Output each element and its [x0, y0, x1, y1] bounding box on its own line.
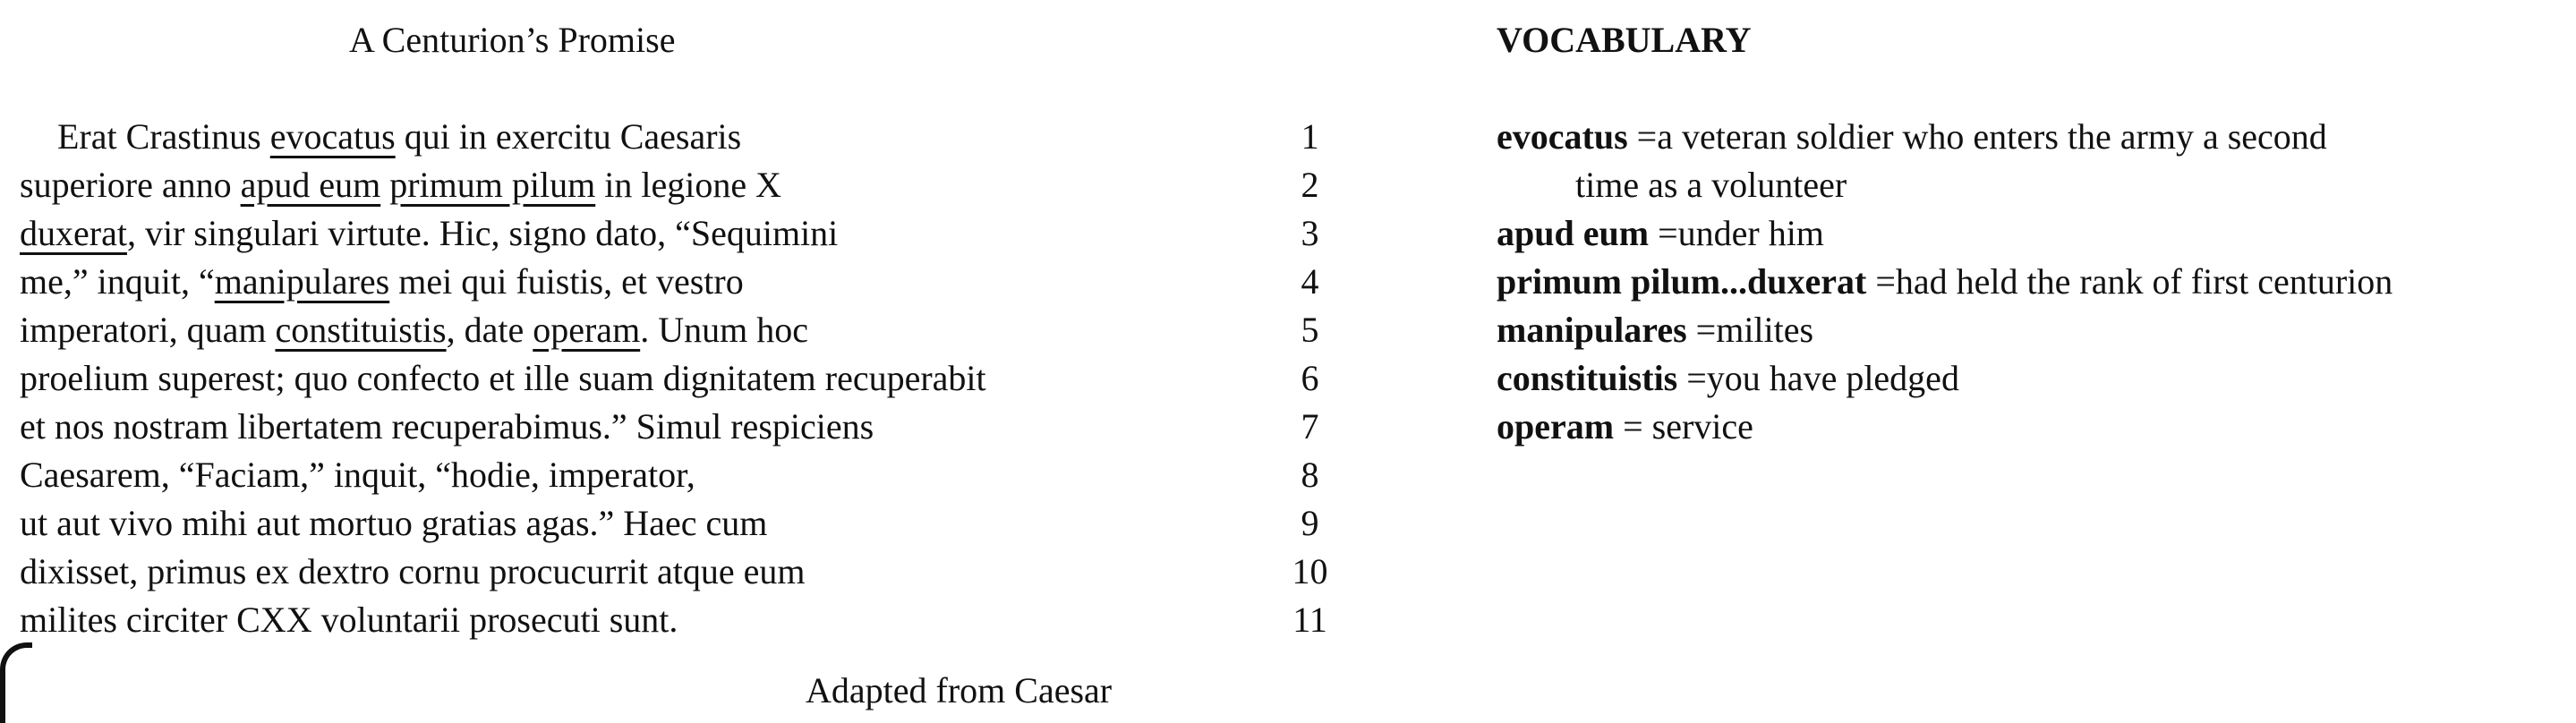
source-credit: Adapted from Caesar: [806, 670, 1113, 710]
passage-text-segment: dixisset, primus ex dextro cornu procucurrit atque eum: [20, 551, 806, 591]
passage-line: [20, 499, 1362, 548]
vocab-definition: = service: [1623, 406, 1753, 447]
passage-text-segment: [380, 165, 389, 205]
passage-line: [20, 113, 1362, 161]
passage-text-segment: qui in exercitu Caesaris: [395, 116, 742, 157]
line-number: 4: [1301, 261, 1319, 302]
passage-line: [20, 354, 1362, 403]
passage-line-text: [20, 596, 1258, 644]
passage-text-segment: . Unum hoc: [640, 310, 808, 350]
passage-line-text: [20, 306, 1258, 354]
passage-line: [20, 258, 1362, 306]
line-number: 9: [1301, 503, 1319, 543]
vocab-entry: [1497, 403, 2562, 451]
passage-line: [20, 451, 1362, 499]
passage-line-text: [20, 354, 1258, 403]
line-number: 5: [1301, 310, 1319, 350]
passage-line-text: [20, 113, 1258, 161]
passage-text-segment: superiore anno: [20, 165, 241, 205]
underlined-vocab-word: manipulares: [214, 261, 390, 302]
passage-line-text: [20, 499, 1258, 548]
passage-text-segment: milites circiter CXX voluntarii prosecuti sunt.: [20, 600, 678, 640]
vocab-definition-continuation: time as a volunteer: [1575, 165, 1847, 205]
underlined-vocab-word: apud eum: [240, 165, 381, 205]
passage-line-text: [20, 451, 1258, 499]
passage-text-segment: proelium superest; quo confecto et ille suam dignitatem recuperabit: [20, 358, 986, 398]
vocab-term: constituistis: [1497, 358, 1678, 398]
line-number: 1: [1301, 116, 1319, 157]
vocabulary-heading: VOCABULARY: [1497, 20, 1752, 60]
vocab-entry: [1497, 258, 2562, 306]
vocab-term: evocatus: [1497, 116, 1628, 157]
passage-line-text: [20, 403, 1258, 451]
passage-text-segment: , vir singulari virtute. Hic, signo dato, “Sequimini: [126, 213, 839, 253]
vocab-entry: [1497, 209, 2562, 258]
passage-line-text: [20, 161, 1258, 209]
vocab-definition: =under him: [1658, 213, 1824, 253]
passage-title: A Centurion’s Promise: [349, 20, 676, 60]
vocab-term: primum pilum...duxerat: [1497, 261, 1867, 302]
vocab-term: manipulares: [1497, 310, 1687, 350]
passage-text-segment: Caesarem, “Faciam,” inquit, “hodie, imperator,: [20, 455, 695, 495]
passage-text-segment: Erat Crastinus: [57, 116, 270, 157]
passage-line: [20, 161, 1362, 209]
passage-text-segment: in legione X: [595, 165, 781, 205]
vocab-definition: =a veteran soldier who enters the army a second: [1636, 116, 2327, 157]
line-number: 6: [1301, 358, 1319, 398]
line-number: 8: [1301, 455, 1319, 495]
passage-text-segment: imperatori, quam: [20, 310, 276, 350]
passage-line: [20, 209, 1362, 258]
underlined-vocab-word: primum pilum: [389, 165, 596, 205]
corner-bracket-mark: [0, 642, 32, 723]
passage-text-segment: ut aut vivo mihi aut mortuo gratias agas.” Haec cum: [20, 503, 768, 543]
passage-text-segment: et nos nostram libertatem recuperabimus.” Simul respiciens: [20, 406, 874, 447]
passage-line: [20, 596, 1362, 644]
passage-text-segment: , date: [446, 310, 533, 350]
line-number: 7: [1301, 406, 1319, 447]
passage-line: [20, 403, 1362, 451]
line-number: 10: [1292, 551, 1328, 591]
line-number: 3: [1301, 213, 1319, 253]
vocab-entry: [1497, 113, 2562, 161]
passage-text-segment: me,” inquit, “: [20, 261, 215, 302]
passage-line-text: [20, 258, 1258, 306]
underlined-vocab-word: duxerat: [20, 213, 127, 253]
underlined-vocab-word: constituistis: [275, 310, 447, 350]
underlined-vocab-word: evocatus: [269, 116, 396, 157]
vocab-term: apud eum: [1497, 213, 1650, 253]
latin-passage: [20, 113, 1362, 644]
passage-text-segment: mei qui fuistis, et vestro: [389, 261, 744, 302]
vocab-term: operam: [1497, 406, 1615, 447]
vocab-definition: =you have pledged: [1686, 358, 1959, 398]
vocab-definition: =milites: [1695, 310, 1814, 350]
passage-line: [20, 548, 1362, 596]
line-number: 2: [1301, 165, 1319, 205]
underlined-vocab-word: operam: [533, 310, 641, 350]
vocab-entry: [1497, 354, 2562, 403]
passage-line: [20, 306, 1362, 354]
vocab-definition: =had held the rank of first centurion: [1875, 261, 2393, 302]
line-number: 11: [1292, 600, 1327, 640]
passage-line-text: [20, 209, 1258, 258]
passage-line-text: [20, 548, 1258, 596]
vocabulary-list: [1497, 113, 2562, 451]
vocab-entry: [1497, 306, 2562, 354]
